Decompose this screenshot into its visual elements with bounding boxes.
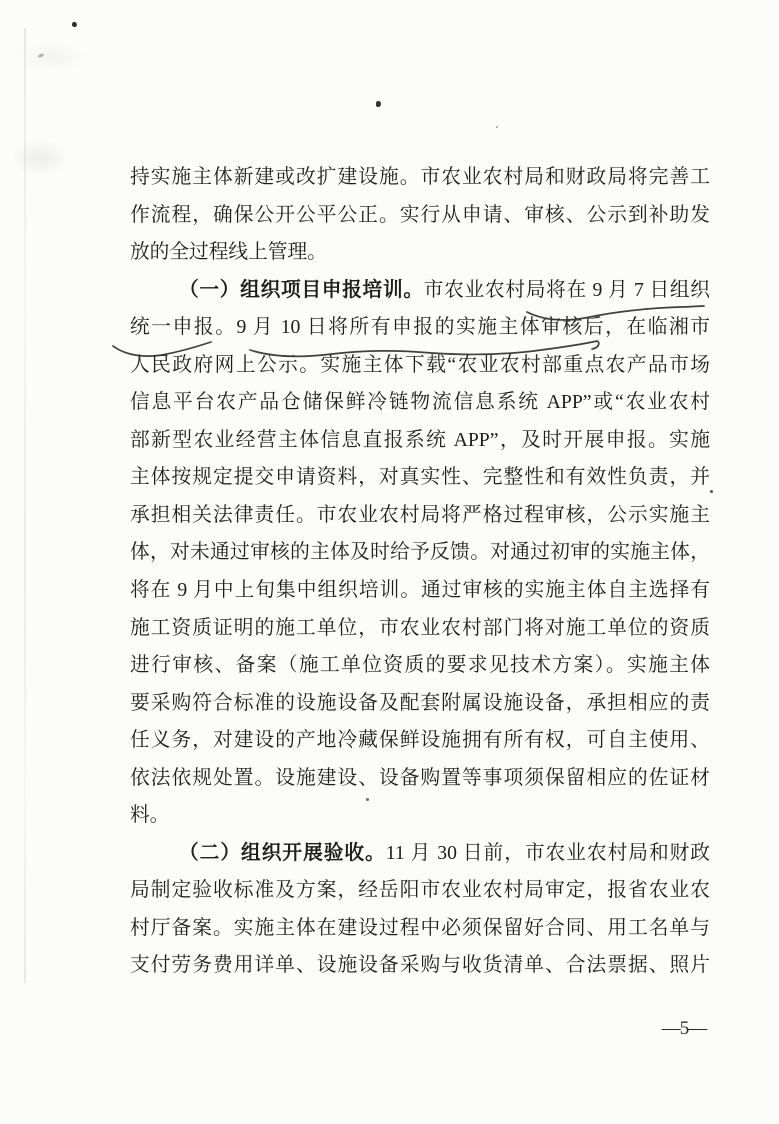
text-run: 施工资质证明的施工单位，市农业农村部门将对施工单位的资质 xyxy=(130,616,710,639)
text-run: 支付劳务费用详单、设施设备采购与收货清单、合法票据、照片 xyxy=(130,954,710,977)
text-line xyxy=(130,497,710,535)
text-run: 局制定验收标准及方案，经岳阳市农业农村局审定，报省农业农 xyxy=(130,879,710,902)
text-line xyxy=(130,272,710,310)
text-line xyxy=(130,197,710,235)
text-line xyxy=(130,459,710,497)
text-line xyxy=(130,534,710,572)
text-run: 11 月 30 日前，市农业农村局和财政 xyxy=(385,841,710,864)
text-line xyxy=(130,872,710,910)
heading-run: （二）组织开展验收。 xyxy=(179,841,386,864)
text-run: 要采购符合标准的设施设备及配套附属设施设备，承担相应的责 xyxy=(130,691,710,714)
scan-smudge xyxy=(10,138,70,178)
text-line xyxy=(130,610,710,648)
text-line xyxy=(130,159,710,197)
text-line xyxy=(130,572,710,610)
text-run: 料。 xyxy=(130,804,170,827)
text-run: 市农业农村局将在 9 月 7 日组织 xyxy=(423,278,710,301)
heading-run: （一）组织项目申报培训。 xyxy=(179,278,424,301)
text-line xyxy=(130,760,710,798)
text-run: 作流程，确保公开公平公正。实行从申请、审核、公示到补助发 xyxy=(130,203,710,226)
text-run: 部新型农业经营主体信息直报系统 APP”，及时开展申报。实施 xyxy=(130,428,710,451)
text-body xyxy=(130,159,710,985)
text-run: 放的全过程线上管理。 xyxy=(130,241,327,264)
scan-smudge xyxy=(18,42,88,72)
text-line xyxy=(130,384,710,422)
text-line xyxy=(130,947,710,985)
text-run: 信息平台农产品仓储保鲜冷链物流信息系统 APP”或“农业农村 xyxy=(130,391,710,414)
text-run: 依法依规处置。设施建设、设备购置等事项须保留相应的佐证材 xyxy=(130,766,710,789)
text-run: 进行审核、备案（施工单位资质的要求见技术方案）。实施主体 xyxy=(130,654,710,677)
text-run: 村厅备案。实施主体在建设过程中必须保留好合同、用工名单与 xyxy=(130,916,710,939)
text-run: 将在 9 月中上旬集中组织培训。通过审核的实施主体自主选择有 xyxy=(130,579,710,602)
text-line xyxy=(130,722,710,760)
text-line xyxy=(130,234,710,272)
scan-speck xyxy=(496,126,498,128)
text-line xyxy=(130,347,710,385)
scan-speck xyxy=(710,490,713,493)
text-line xyxy=(130,309,710,347)
text-run: 承担相关法律责任。市农业农村局将严格过程审核，公示实施主 xyxy=(130,503,710,526)
text-run: 主体按规定提交申请资料，对真实性、完整性和有效性负责，并 xyxy=(130,466,710,489)
text-line xyxy=(130,910,710,948)
text-run: 持实施主体新建或改扩建设施。市农业农村局和财政局将完善工 xyxy=(130,166,710,188)
text-line xyxy=(130,647,710,685)
text-line xyxy=(130,797,710,835)
scan-speck xyxy=(376,101,381,107)
text-line xyxy=(130,835,710,873)
text-run: 人民政府网上公示。实施主体下载“农业农村部重点农产品市场 xyxy=(130,353,710,376)
text-line xyxy=(130,685,710,723)
text-run: 体，对未通过审核的主体及时给予反馈。对通过初审的实施主体， xyxy=(130,541,710,564)
text-line xyxy=(130,422,710,460)
text-run: 任义务，对建设的产地冷藏保鲜设施拥有所有权，可自主使用、 xyxy=(130,729,710,752)
scan-speck xyxy=(71,21,77,27)
page-number: —5— xyxy=(661,1018,707,1039)
text-run: 统一申报。9 月 10 日将所有申报的实施主体审核后，在临湘市 xyxy=(130,316,710,339)
